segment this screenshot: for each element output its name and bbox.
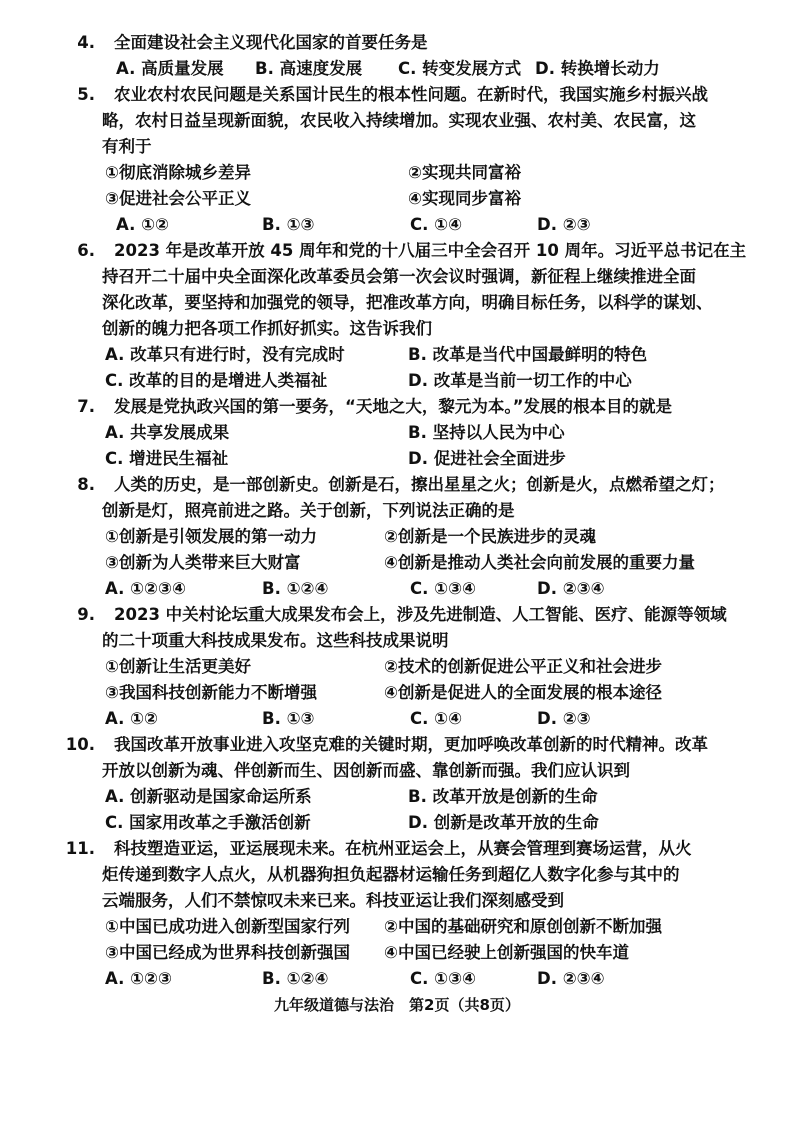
option-b: B. ①③: [262, 215, 315, 234]
option-a: A. ①②③④: [105, 579, 186, 598]
statement-4: ④实现同步富裕: [408, 189, 521, 208]
question-number: 5.: [77, 85, 95, 104]
question-stem-continued: 持召开二十届中央全面深化改革委员会第一次会议时强调，新征程上继续推进全面: [102, 267, 696, 286]
option-d: D. 改革是当前一切工作的中心: [408, 371, 632, 390]
question-4: [0, 30, 794, 82]
question-stem: 我国改革开放事业进入攻坚克难的关键时期，更加呼唤改革创新的时代精神。改革: [114, 735, 708, 754]
question-number: 6.: [77, 241, 95, 260]
option-c: C. 转变发展方式: [398, 59, 522, 78]
question-list: [0, 30, 794, 992]
option-c: C. ①③④: [410, 969, 477, 988]
option-d: D. ②③④: [537, 969, 605, 988]
question-stem: 农业农村农民问题是关系国计民生的根本性问题。在新时代，我国实施乡村振兴战: [114, 85, 708, 104]
question-stem-continued: 略，农村日益呈现新面貌，农民收入持续增加。实现农业强、农村美、农民富，这: [102, 111, 696, 130]
option-a: A. ①②: [116, 215, 170, 234]
page-footer: 九年级道德与法治 第2页（共8页）: [274, 996, 520, 1014]
statement-3: ③我国科技创新能力不断增强: [105, 683, 317, 702]
question-6: [0, 238, 794, 394]
question-11: [0, 836, 794, 992]
option-d: D. 创新是改革开放的生命: [408, 813, 599, 832]
question-number: 9.: [77, 605, 95, 624]
option-b: B. ①③: [262, 709, 315, 728]
statement-1: ①中国已成功进入创新型国家行列: [105, 917, 350, 936]
question-9: [0, 602, 794, 732]
option-d: D. ②③: [537, 215, 591, 234]
statement-2: ②创新是一个民族进步的灵魂: [384, 527, 596, 546]
option-c: C. ①③④: [410, 579, 477, 598]
option-d: D. ②③④: [537, 579, 605, 598]
question-stem: 科技塑造亚运，亚运展现未来。在杭州亚运会上，从赛会管理到赛场运营，从火: [114, 839, 692, 858]
statement-4: ④中国已经驶上创新强国的快车道: [384, 943, 629, 962]
question-10: [0, 732, 794, 836]
option-a: A. 共享发展成果: [105, 423, 230, 442]
statement-2: ②中国的基础研究和原创创新不断加强: [384, 917, 662, 936]
option-a: A. 改革只有进行时，没有完成时: [105, 345, 345, 364]
statement-3: ③创新为人类带来巨大财富: [105, 553, 301, 572]
question-number: 4.: [77, 33, 95, 52]
question-stem: 全面建设社会主义现代化国家的首要任务是: [114, 33, 428, 52]
question-stem-continued: 炬传递到数字人点火，从机器狗担负起器材运输任务到超亿人数字化参与其中的: [102, 865, 680, 884]
option-b: B. ①②④: [262, 969, 329, 988]
statement-3: ③中国已经成为世界科技创新强国: [105, 943, 350, 962]
question-7: [0, 394, 794, 472]
statement-1: ①创新让生活更美好: [105, 657, 251, 676]
statement-1: ①创新是引领发展的第一动力: [105, 527, 317, 546]
option-d: D. ②③: [537, 709, 591, 728]
question-stem-continued: 有利于: [102, 137, 152, 156]
question-5: [0, 82, 794, 238]
option-d: D. 促进社会全面进步: [408, 449, 566, 468]
question-number: 10.: [65, 735, 95, 754]
statement-1: ①彻底消除城乡差异: [105, 163, 251, 182]
statement-2: ②技术的创新促进公平正义和社会进步: [384, 657, 662, 676]
question-stem-continued: 创新是灯，照亮前进之路。关于创新，下列说法正确的是: [102, 501, 515, 520]
option-b: B. 改革开放是创新的生命: [408, 787, 598, 806]
question-number: 7.: [77, 397, 95, 416]
option-c: C. 国家用改革之手激活创新: [105, 813, 311, 832]
statement-4: ④创新是推动人类社会向前发展的重要力量: [384, 553, 695, 572]
question-stem-continued: 开放以创新为魂、伴创新而生、因创新而盛、靠创新而强。我们应认识到: [102, 761, 630, 780]
question-stem-continued: 的二十项重大科技成果发布。这些科技成果说明: [102, 631, 449, 650]
option-a: A. 创新驱动是国家命运所系: [105, 787, 312, 806]
statement-2: ②实现共同富裕: [408, 163, 521, 182]
question-number: 11.: [65, 839, 95, 858]
option-c: C. ①④: [410, 215, 463, 234]
question-stem: 人类的历史，是一部创新史。创新是石，擦出星星之火；创新是火，点燃希望之灯；: [114, 475, 725, 494]
question-stem-continued: 深化改革，要坚持和加强党的领导，把准改革方向，明确目标任务，以科学的谋划、: [102, 293, 713, 312]
question-stem-continued: 云端服务，人们不禁惊叹未来已来。科技亚运让我们深刻感受到: [102, 891, 564, 910]
question-stem-continued: 创新的魄力把各项工作抓好抓实。这告诉我们: [102, 319, 432, 338]
option-c: C. 增进民生福祉: [105, 449, 229, 468]
option-c: C. 改革的目的是增进人类福祉: [105, 371, 328, 390]
option-b: B. 高速度发展: [255, 59, 363, 78]
option-c: C. ①④: [410, 709, 463, 728]
question-8: [0, 472, 794, 602]
option-d: D. 转换增长动力: [535, 59, 660, 78]
question-stem: 2023 年是改革开放 45 周年和党的十八届三中全会召开 10 周年。习近平总书记在主: [114, 241, 747, 260]
option-a: A. ①②: [105, 709, 159, 728]
option-a: A. 高质量发展: [116, 59, 224, 78]
option-b: B. 坚持以人民为中心: [408, 423, 565, 442]
option-b: B. ①②④: [262, 579, 329, 598]
statement-4: ④创新是促进人的全面发展的根本途径: [384, 683, 662, 702]
question-stem: 发展是党执政兴国的第一要务，“天地之大，黎元为本。”发展的根本目的就是: [114, 397, 672, 416]
question-number: 8.: [77, 475, 95, 494]
option-b: B. 改革是当代中国最鲜明的特色: [408, 345, 648, 364]
question-stem: 2023 中关村论坛重大成果发布会上，涉及先进制造、人工智能、医疗、能源等领域: [114, 605, 727, 624]
option-a: A. ①②③: [105, 969, 172, 988]
statement-3: ③促进社会公平正义: [105, 189, 251, 208]
